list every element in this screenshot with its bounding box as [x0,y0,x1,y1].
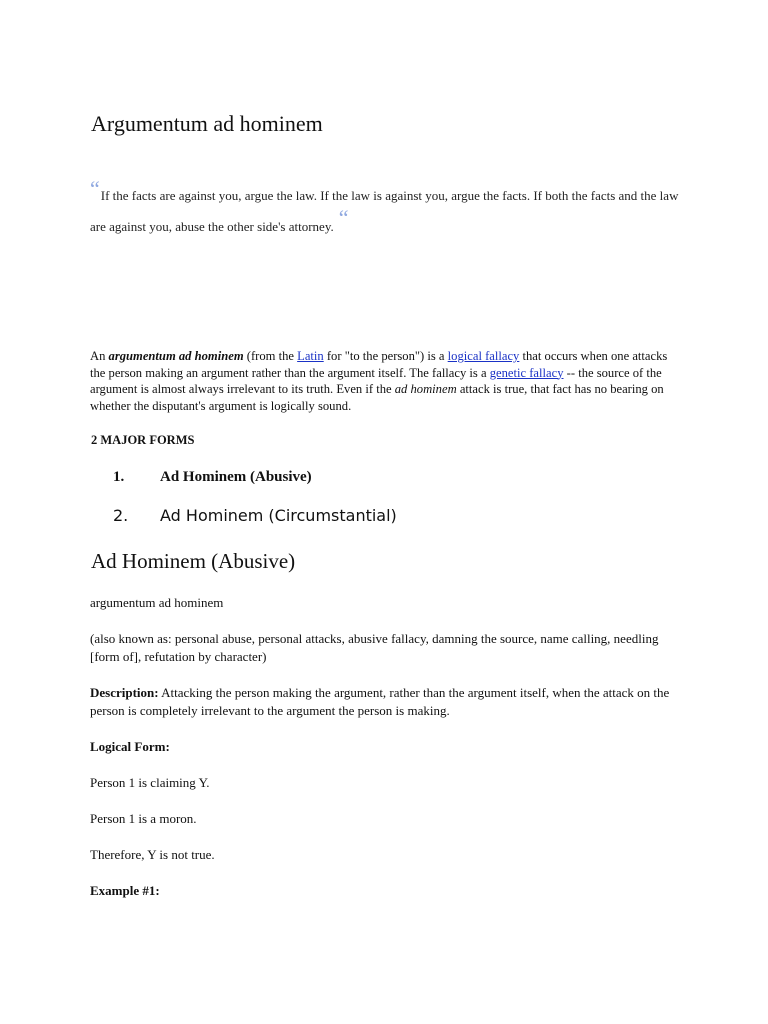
intro-text-6: attack is true, that fact has no bearing on whether the disputant's argument is logically sound. [90,382,664,413]
list-number: 2. [113,506,129,525]
intro-term: argumentum ad hominem [108,349,244,363]
intro-text-4: that occurs when one attacks the person making an argument rather than the argument itself. The fallacy is a [90,349,668,380]
latin-name: argumentum ad hominem [90,595,224,610]
link-logical-fallacy[interactable]: logical fallacy [447,349,520,363]
link-latin[interactable]: Latin [297,349,324,363]
major-forms-heading: 2 MAJOR FORMS [91,433,195,447]
epigraph-quote [90,176,680,242]
description-text: Attacking the person making the argument, rather than the argument itself, when the attack on the person is completely irrelevant to the argument the person is making. [90,685,670,718]
intro-text-1: An [90,349,109,363]
list-item-label: Ad Hominem (Circumstantial) [160,506,397,525]
intro-paragraph [90,348,682,414]
intro-text-5: -- the source of the argument is almost always irrelevant to its truth. Even if the [90,365,662,396]
document-title: Argumentum ad hominem [91,111,323,136]
link-genetic-fallacy[interactable]: genetic fallacy [489,365,564,380]
logical-form-line: Therefore, Y is not true. [90,847,215,862]
form-list-item [113,506,397,525]
open-quote-mark-icon: “ [90,176,100,201]
quote-text: If the facts are against you, argue the law. If the law is against you, argue the facts. If both the facts and the law are against you, abuse the other side's attorney. [90,188,679,234]
logical-form-line: Person 1 is a moron. [90,811,197,826]
description-label: Description: [90,685,159,700]
intro-text-3: for "to the person") is a [323,349,448,363]
list-number: 1. [113,469,125,485]
list-item-label: Ad Hominem (Abusive) [160,469,312,485]
example-label-text: Example #1: [90,883,160,898]
close-quote-mark-icon: “ [338,205,349,230]
intro-text-2: (from the [243,349,298,363]
form-list-item [113,469,312,486]
logical-form-label [90,738,682,756]
aka-paragraph: (also known as: personal abuse, personal attacks, abusive fallacy, damning the source, name calling, needling [form of], refutation by character) [90,631,659,664]
logical-form-label-text: Logical Form: [90,739,170,754]
example-label [90,882,682,900]
logical-form-line: Person 1 is claiming Y. [90,775,210,790]
intro-term-2: ad hominem [394,382,457,396]
description-paragraph [90,684,682,720]
section-heading: Ad Hominem (Abusive) [91,549,296,573]
